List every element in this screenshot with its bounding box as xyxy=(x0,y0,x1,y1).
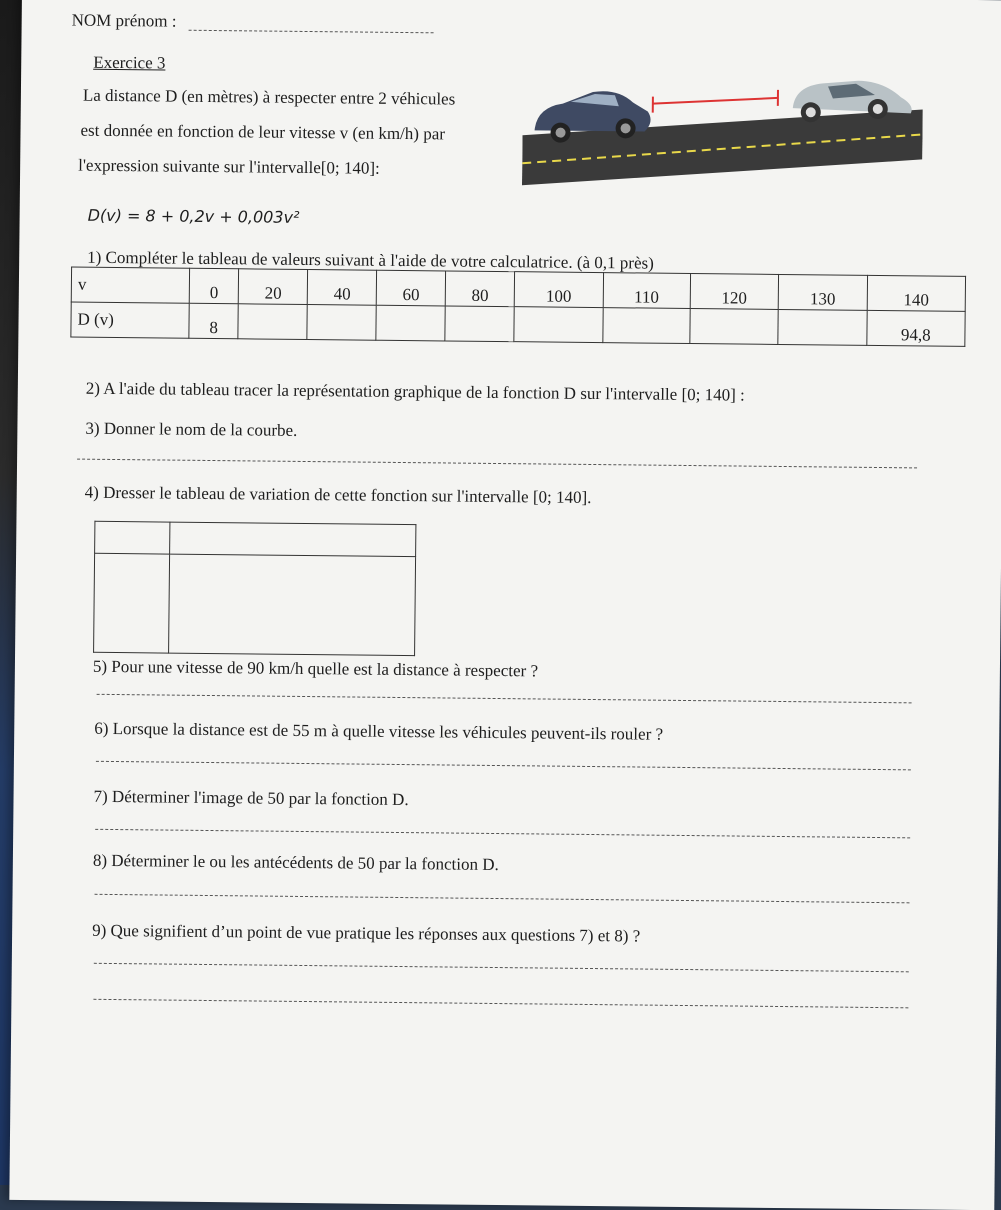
d-cell[interactable]: 8 xyxy=(189,303,239,339)
d-cell[interactable] xyxy=(602,308,689,344)
v-cell: 60 xyxy=(376,270,445,306)
d-cell[interactable] xyxy=(238,304,307,340)
v-cell: 130 xyxy=(778,274,867,310)
v-cell: 140 xyxy=(867,275,966,311)
question-8: 8) Déterminer le ou les antécédents de 50 par la fonction D. xyxy=(93,851,499,875)
answer-line-5[interactable] xyxy=(97,694,912,704)
v-cell: 110 xyxy=(603,273,690,309)
question-4: 4) Dresser le tableau de variation de cette fonction sur l'intervalle [0; 140]. xyxy=(85,483,592,508)
answer-line-9a[interactable] xyxy=(94,963,909,973)
d-cell[interactable] xyxy=(514,307,603,343)
v-cell: 40 xyxy=(308,270,377,306)
question-9: 9) Que signifient d’un point de vue pratique les réponses aux questions 7) et 8) ? xyxy=(92,921,640,947)
answer-line-3[interactable] xyxy=(77,459,917,469)
name-label-text: NOM prénom : xyxy=(72,11,177,31)
question-2: 2) A l'aide du tableau tracer la représentation graphique de la fonction D sur l'intervalle [0; 140] : xyxy=(86,379,745,406)
function-formula: D(v) = 8 + 0,2v + 0,003v² xyxy=(88,206,300,227)
name-label xyxy=(72,11,177,32)
v-cell: 80 xyxy=(445,271,514,307)
question-1: 1) Compléter le tableau de valeurs suivant à l'aide de votre calculatrice. (à 0,1 près) xyxy=(87,248,654,274)
d-cell[interactable] xyxy=(778,309,867,345)
variation-cell[interactable] xyxy=(169,554,416,656)
cars-on-road-icon xyxy=(522,75,923,191)
answer-line-6[interactable] xyxy=(96,761,911,771)
variation-table[interactable] xyxy=(93,521,416,656)
answer-line-7[interactable] xyxy=(95,829,910,839)
d-cell[interactable] xyxy=(690,309,779,345)
velocity-label-cell xyxy=(71,267,189,303)
variation-cell[interactable] xyxy=(95,521,170,554)
v-cell: 120 xyxy=(690,274,779,310)
variation-cell[interactable] xyxy=(170,522,416,557)
worksheet-paper xyxy=(9,0,1001,1210)
velocity-label: v xyxy=(78,275,87,294)
answer-line-9b[interactable] xyxy=(93,999,908,1009)
question-3: 3) Donner le nom de la courbe. xyxy=(85,419,297,441)
values-table xyxy=(70,267,966,347)
question-7: 7) Déterminer l'image de 50 par la fonction D. xyxy=(93,787,408,810)
d-cell[interactable] xyxy=(445,306,514,342)
v-cell: 0 xyxy=(189,268,239,304)
variation-cell[interactable] xyxy=(94,553,170,653)
v-cell: 20 xyxy=(239,269,308,305)
variation-header-row xyxy=(95,521,416,556)
question-6: 6) Lorsque la distance est de 55 m à quelle vitesse les véhicules peuvent-ils rouler ? xyxy=(94,719,663,745)
answer-line-8[interactable] xyxy=(95,894,910,904)
question-5: 5) Pour une vitesse de 90 km/h quelle est la distance à respecter ? xyxy=(93,657,538,682)
intro-line-2: est donnée en fonction de leur vitesse v (en km/h) par xyxy=(80,121,445,145)
distance-label-cell xyxy=(71,302,189,338)
intro-line-3: l'expression suivante sur l'intervalle[0; 140]: xyxy=(78,156,380,179)
d-cell[interactable] xyxy=(307,305,376,341)
d-cell[interactable]: 94,8 xyxy=(866,310,965,346)
intro-line-1: La distance D (en mètres) à respecter entre 2 véhicules xyxy=(83,86,456,110)
exercise-title: Exercice 3 xyxy=(93,53,165,74)
v-cell: 100 xyxy=(514,272,603,308)
distance-label: D (v) xyxy=(77,310,114,329)
d-cell[interactable] xyxy=(376,305,445,341)
variation-body-row xyxy=(94,553,416,655)
name-answer-line[interactable] xyxy=(189,30,434,34)
